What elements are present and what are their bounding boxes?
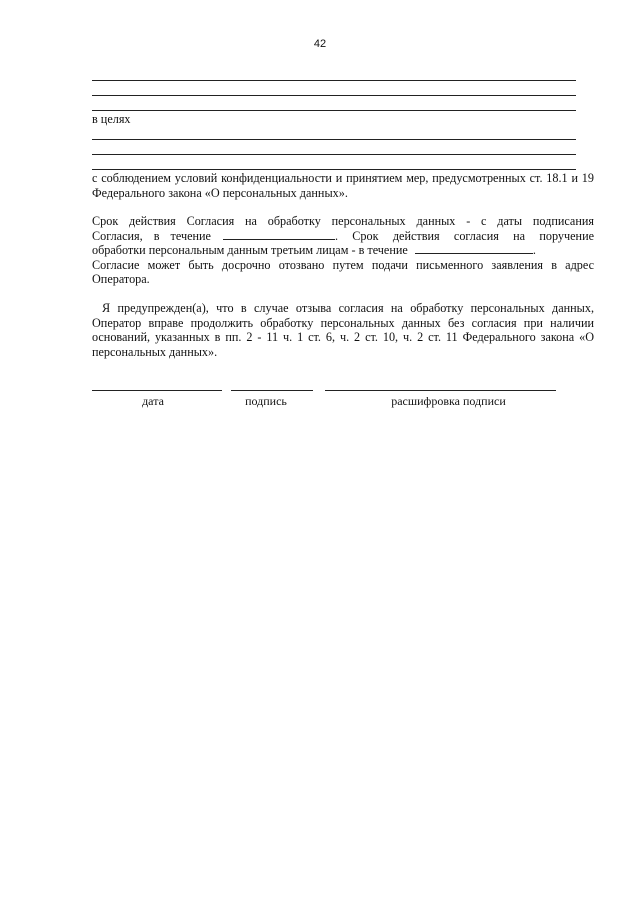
term-line-2-start: Согласия, в течение bbox=[92, 228, 211, 243]
blank-line-5 bbox=[92, 154, 576, 155]
page-number: 42 bbox=[313, 38, 327, 50]
term-blank-field-2 bbox=[415, 243, 533, 254]
signature-label: подпись bbox=[245, 394, 287, 408]
term-blank-field-1 bbox=[223, 229, 335, 240]
term-paragraph bbox=[92, 214, 594, 287]
blank-line-4 bbox=[92, 139, 576, 140]
term-line-1: Срок действия Согласия на обработку персональных данных - с даты подписания bbox=[92, 214, 594, 228]
decryption-signature-line bbox=[325, 390, 556, 391]
signature-line bbox=[231, 390, 313, 391]
term-line-4: Согласие может быть досрочно отозвано путем подачи письменного заявления в адрес bbox=[92, 257, 594, 272]
conditions-paragraph: с соблюдением условий конфиденциальности и принятием мер, предусмотренных ст. 18.1 и 19 Федерального закона «О персональных данных». bbox=[92, 171, 594, 200]
date-label: дата bbox=[142, 394, 164, 408]
blank-line-6 bbox=[92, 169, 576, 170]
blank-line-3 bbox=[92, 110, 576, 111]
decryption-label: расшифровка подписи bbox=[391, 394, 506, 408]
date-signature-line bbox=[92, 390, 222, 391]
term-line-5: Оператора. bbox=[92, 272, 150, 287]
blank-line-2 bbox=[92, 95, 576, 96]
term-line-3-start: обработки персональным данным третьим лицам - в течение bbox=[92, 243, 408, 258]
term-line-2 bbox=[92, 229, 594, 244]
purpose-label: в целях bbox=[92, 112, 131, 126]
term-line-3 bbox=[92, 243, 594, 258]
blank-line-1 bbox=[92, 80, 576, 81]
term-line-2-end: . Срок действия согласия на поручение bbox=[334, 228, 594, 243]
term-line-3-end: . bbox=[532, 243, 536, 258]
warning-paragraph: Я предупрежден(а), что в случае отзыва согласия на обработку персональных данных, Оператор вправе продолжить обработку персональных данных без согласия при наличии оснований, указанных в пп. 2 - 11 ч. 1 ст. 6, ч. 2 ст. 10, ч. 2 ст. 11 Федерального закона «О персональных данных». bbox=[92, 301, 594, 359]
